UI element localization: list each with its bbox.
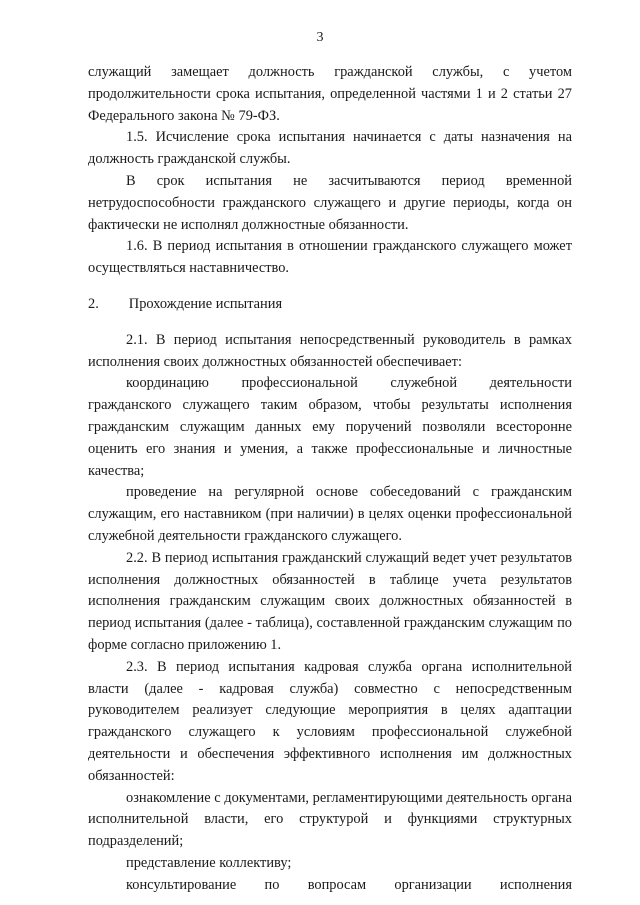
paragraph: координацию профессиональной служебной деятельности гражданского служащего таким образом, чтобы результаты исполнения гражданским служащим данных ему поручений позволяли всесторонне оценить его знания и умения, а также профессиональные и личностные качества;: [88, 375, 572, 479]
paragraph: 2.2. В период испытания гражданский служащий ведет учет результатов исполнения должностных обязанностей в таблице учета результатов исполнения гражданским служащим своих должностных обязанностей в период испытания (далее - таблица), составленной гражданским служащим по форме согласно приложению 1.: [88, 549, 572, 653]
paragraph: проведение на регулярной основе собеседований с гражданским служащим, его наставником (при наличии) в целях оценки профессиональной служебной деятельности гражданского служащего.: [88, 484, 572, 544]
paragraph: 1.5. Исчисление срока испытания начинается с даты назначения на должность гражданской службы.: [88, 129, 572, 168]
paragraph: служащий замещает должность гражданской службы, с учетом продолжительности срока испытания, определенной частями 1 и 2 статьи 27 Федерального закона № 79-ФЗ.: [88, 64, 572, 124]
paragraphs-before-section: [88, 62, 572, 280]
paragraph: 1.6. В период испытания в отношении гражданского служащего может осуществляться наставничество.: [88, 238, 572, 277]
paragraph: 2.1. В период испытания непосредственный руководитель в рамках исполнения своих должностных обязанностей обеспечивает:: [88, 331, 572, 370]
document-body: [88, 62, 572, 896]
paragraphs-after-section: [88, 330, 572, 897]
page-number: 3: [316, 30, 324, 45]
section-number: 2.: [88, 295, 99, 312]
paragraph: консультирование по вопросам организации исполнения: [126, 876, 572, 893]
paragraph: 2.3. В период испытания кадровая служба органа исполнительной власти (далее - кадровая служба) совместно с непосредственным руководителем реализует следующие мероприятия в целях адаптации гражданского служащего к условиям профессиональной служебной деятельности и обеспечения эффективного исполнения им должностных обязанностей:: [88, 658, 572, 784]
section-title: Прохождение испытания: [128, 295, 283, 312]
paragraph: ознакомление с документами, регламентирующими деятельность органа исполнительной власти, его структурой и функциями структурных подразделений;: [88, 789, 572, 850]
paragraph: представление коллективу;: [126, 854, 292, 871]
section-heading: [88, 294, 572, 316]
paragraph: В срок испытания не засчитываются период временной нетрудоспособности гражданского служащего и другие периоды, когда он фактически не исполнял должностные обязанности.: [88, 172, 572, 233]
